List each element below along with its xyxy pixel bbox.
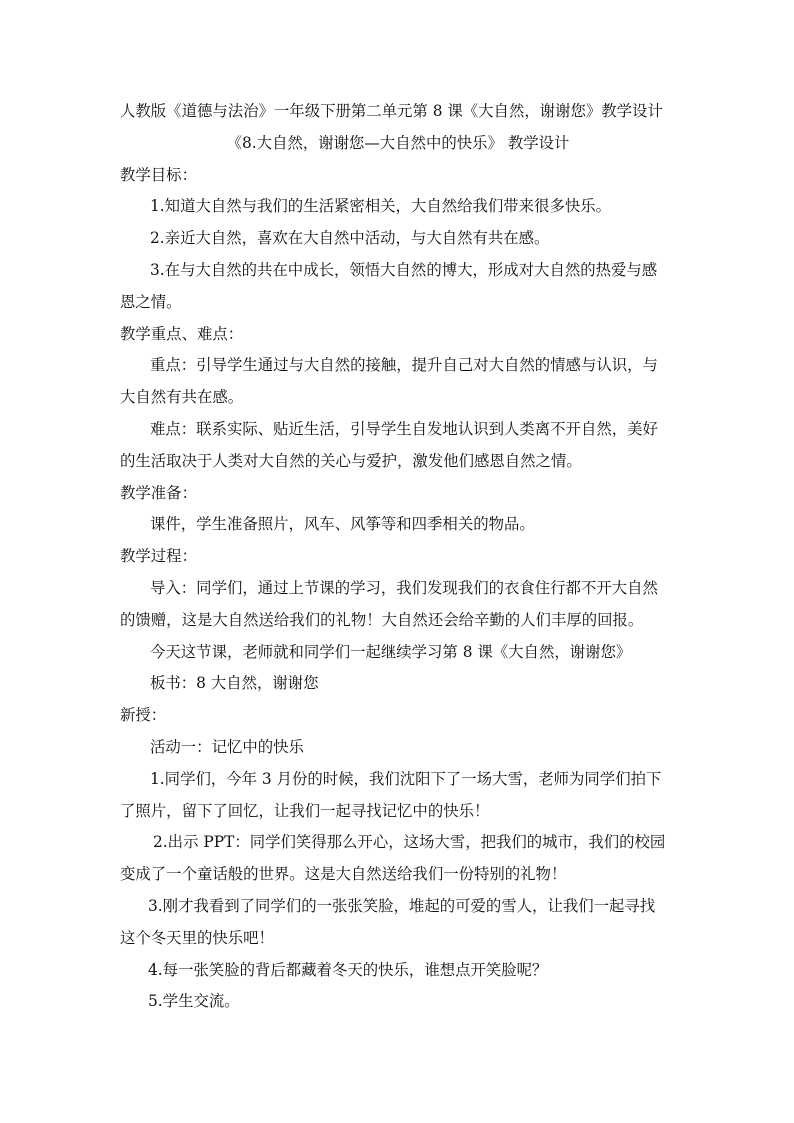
- step-5: 5.学生交流。: [148, 992, 240, 1011]
- section-heading-preparation: 教学准备：: [120, 483, 197, 502]
- objective-1: 1.知道大自然与我们的生活紧密相关，大自然给我们带来很多快乐。: [150, 197, 612, 216]
- document-subtitle: 《8.大自然，谢谢您—大自然中的快乐》 教学设计: [226, 133, 570, 152]
- step-4: 4.每一张笑脸的背后都藏着冬天的快乐，谁想点开笑脸呢？: [148, 960, 548, 979]
- difficult-point: 难点：联系实际、贴近生活，引导学生自发地认识到人类离不开自然，美好: [150, 419, 658, 438]
- activity-1-heading: 活动一：记忆中的快乐: [150, 737, 304, 756]
- board-writing: 板书：8 大自然，谢谢您: [150, 674, 319, 693]
- document-body: [120, 96, 676, 1018]
- key-point-cont: 大自然有共在感。: [120, 388, 244, 407]
- section-heading-process: 教学过程：: [120, 547, 197, 566]
- preparation-text: 课件，学生准备照片，风车、风筝等和四季相关的物品。: [150, 515, 535, 534]
- step-1: 1.同学们，今年 3 月份的时候，我们沈阳下了一场大雪，老师为同学们拍下: [150, 769, 662, 788]
- objective-3: 3.在与大自然的共在中成长，领悟大自然的博大，形成对大自然的热爱与感: [150, 260, 658, 279]
- section-heading-objectives: 教学目标：: [120, 165, 197, 184]
- key-point: 重点：引导学生通过与大自然的接触，提升自己对大自然的情感与认识，与: [150, 356, 658, 375]
- step-3-cont: 这个冬天里的快乐吧！: [120, 928, 274, 947]
- section-heading-new-lesson: 新授：: [120, 706, 167, 725]
- lesson-intro: 今天这节课，老师就和同学们一起继续学习第 8 课《大自然，谢谢您》: [150, 642, 632, 661]
- objective-3-cont: 恩之情。: [120, 292, 182, 311]
- step-2-cont: 变成了一个童话般的世界。这是大自然送给我们一份特别的礼物！: [120, 865, 567, 884]
- intro-paragraph: 导入：同学们，通过上节课的学习，我们发现我们的衣食住行都不开大自然: [150, 578, 658, 597]
- step-2: 2.出示 PPT：同学们笑得那么开心，这场大雪，把我们的城市，我们的校园: [153, 833, 666, 852]
- intro-paragraph-cont: 的馈赠，这是大自然送给我们的礼物！大自然还会给辛勤的人们丰厚的回报。: [120, 610, 644, 629]
- section-heading-key-points: 教学重点、难点：: [120, 324, 244, 343]
- step-3: 3.刚才我看到了同学们的一张张笑脸，堆起的可爱的雪人，让我们一起寻找: [148, 896, 656, 915]
- document-title: 人教版《道德与法治》一年级下册第二单元第 8 课《大自然，谢谢您》教学设计: [120, 102, 663, 120]
- step-1-cont: 了照片，留下了回忆，让我们一起寻找记忆中的快乐！: [120, 801, 490, 820]
- objective-2: 2.亲近大自然，喜欢在大自然中活动，与大自然有共在感。: [150, 229, 550, 248]
- difficult-point-cont: 的生活取决于人类对大自然的关心与爱护，激发他们感恩自然之情。: [120, 451, 582, 470]
